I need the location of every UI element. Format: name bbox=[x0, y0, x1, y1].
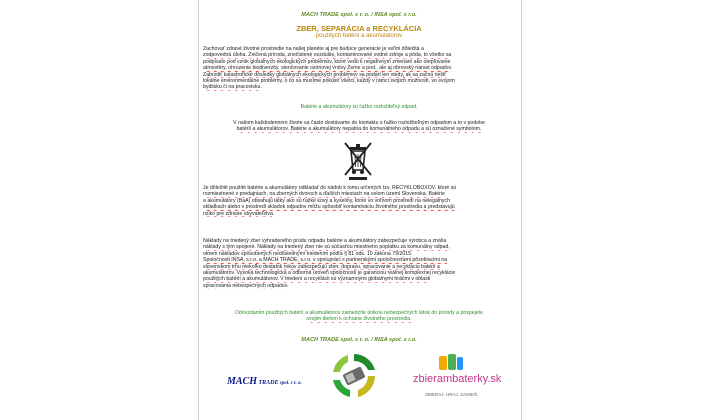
document-page bbox=[203, 0, 515, 420]
crossed-out-wheelie-bin-icon bbox=[340, 138, 376, 180]
zbierambaterky-logo-text: zbierambaterky.sk bbox=[413, 373, 502, 385]
closing-paragraph bbox=[203, 310, 515, 323]
collection-line: akumulátorov. Vysoká technologická a odborná úroveň spoločností je garanciou reálnej komplexnej recyklácie bbox=[203, 270, 456, 277]
section-line: batérií a akumulátorov. Batérie a akumulátory nepatria do komunálneho odpadu a sú označené symbolom. bbox=[236, 126, 482, 133]
collection-line: okrem nákladov spôsobených nedôslednými triedením podľa § 81 ods. 10 zákona 79/2015. bbox=[203, 250, 413, 257]
intro-line: podpísalo pod vznik globálnych ekologických problémov, ktoré vedú k negatívnym zmenám ako otepľovanie bbox=[203, 58, 451, 65]
collection-line: slovenskom trhu niekoľko desiatok rokov zabezpečujú zber, dopravu, spracovanie a recykláciu batérií a bbox=[203, 263, 440, 270]
intro-line: zodpovedná úloha. Zničená príroda, znečistené ovzdušie, kontaminované vodné zdroje a pôda, to všetko sa bbox=[203, 52, 452, 59]
intro-line: Zachovať zdravé životné prostredie na našej planéte aj pre budúce generácie je veľmi dôležitá a bbox=[203, 46, 424, 52]
collection-line: Spoločnosti INSA, s.r.o. a MACH TRADE, s.r.o. v spolupráci s partnerskými spoločnosťami pôsobiacimi na bbox=[203, 257, 448, 264]
logo-trade-text: TRADE bbox=[257, 380, 279, 386]
zbierambaterky-slogan: ZBIERAJ. HRAJ. ZAMIEŇ. bbox=[425, 392, 479, 397]
collection-paragraph bbox=[203, 238, 515, 289]
important-line: skládkach alebo v prostredí skladok odpadov môžu spôsobiť kontamináciu životného prostredia a predstavujú bbox=[203, 204, 455, 211]
collection-line: náklady s tým spojené. Náklady na triedený zber nie sú súčasťou miestneho poplatku za komunálny odpad, bbox=[203, 244, 450, 251]
intro-line: atmosféry, ohrozenie biodiverzity, stenčovanie ozónovej vrstvy Zeme a pod., ale aj obrovský nárast odpadov. bbox=[203, 65, 453, 72]
closing-line: Odovzdaním použitých batérií a akumulátorov zamedzíte únikou nebezpečných látok do prírody a prispejete bbox=[235, 310, 483, 316]
company-header: MACH TRADE spol. s r. o. / INSA spol. s r.o. bbox=[301, 12, 417, 18]
collection-line: použitých batérií a akumulátorov. V triedení a recyklácii sú významnými globálnymi hráčmi v oblasti bbox=[203, 276, 431, 283]
important-line: Je dôležité použité batérie a akumulátory odkladať do nádob k tomu určených tzv. RECYKLOBOXOV, ktoré sú bbox=[203, 185, 457, 191]
recycling-arrows-battery-icon bbox=[328, 350, 380, 402]
important-line: rozmiestnené v predajniach, na zberných dvoroch a ďalších miestach na celom území Slovenska. Batérie bbox=[203, 191, 445, 198]
document-subtitle: použitých batérií a akumulátorov bbox=[315, 33, 403, 39]
battery-mascot-icon bbox=[435, 352, 465, 372]
section-line: V našom každodennom živote sa často dostávame do kontaktu s ťažko rozložiteľným odpadom a to v podobe bbox=[233, 120, 485, 126]
collection-line: Náklady na triedený zber vyhradeného prúdu odpadu batérie a akumulátory zabezpečuje výrobca a znáša bbox=[203, 238, 447, 244]
intro-line: lokálne environmentálne problémy, o čo sa musíme pokúsiť všetci, každý v rámci svojich možností, vo svojom bbox=[203, 78, 455, 85]
intro-paragraph bbox=[203, 46, 515, 91]
intro-line: bydlisku či na pracovisku. bbox=[203, 84, 262, 91]
important-line: a akumulátory (BaA) obsahujú látky ako sú ťažké kovy a kyseliny, ktoré vo voľnom prostredí na nelegálnych bbox=[203, 197, 451, 204]
important-paragraph bbox=[203, 185, 515, 217]
collection-line: spracovania nebezpečných odpadov. bbox=[203, 282, 289, 289]
section-heading: Batérie a akumulátory sú ťažko rozložiteľný odpad. bbox=[300, 104, 418, 110]
important-line: riziko pre zdravie obyvateľstva. bbox=[203, 210, 275, 217]
footer-company-header: MACH TRADE spol. s r. o. / INSA spol. s r.o. bbox=[301, 337, 417, 343]
intro-line: Zabrzdiť katastrofické dôsledky globálnych ekologických problémov sa podarí len vtedy, ak sa začnú riešiť bbox=[203, 71, 447, 78]
logo-company-suffix: spol. s r. o. bbox=[278, 381, 302, 386]
page-right-margin-line bbox=[521, 0, 522, 420]
mach-trade-logo bbox=[227, 376, 302, 387]
section-paragraph bbox=[203, 120, 515, 133]
logo-mach-text: MACH bbox=[227, 376, 258, 387]
page-left-margin-line bbox=[198, 0, 199, 420]
closing-line: svojim dielom k ochrane životného prostredia. bbox=[306, 316, 412, 323]
document-title: ZBER, SEPARÁCIA a RECYKLÁCIA bbox=[296, 24, 422, 33]
